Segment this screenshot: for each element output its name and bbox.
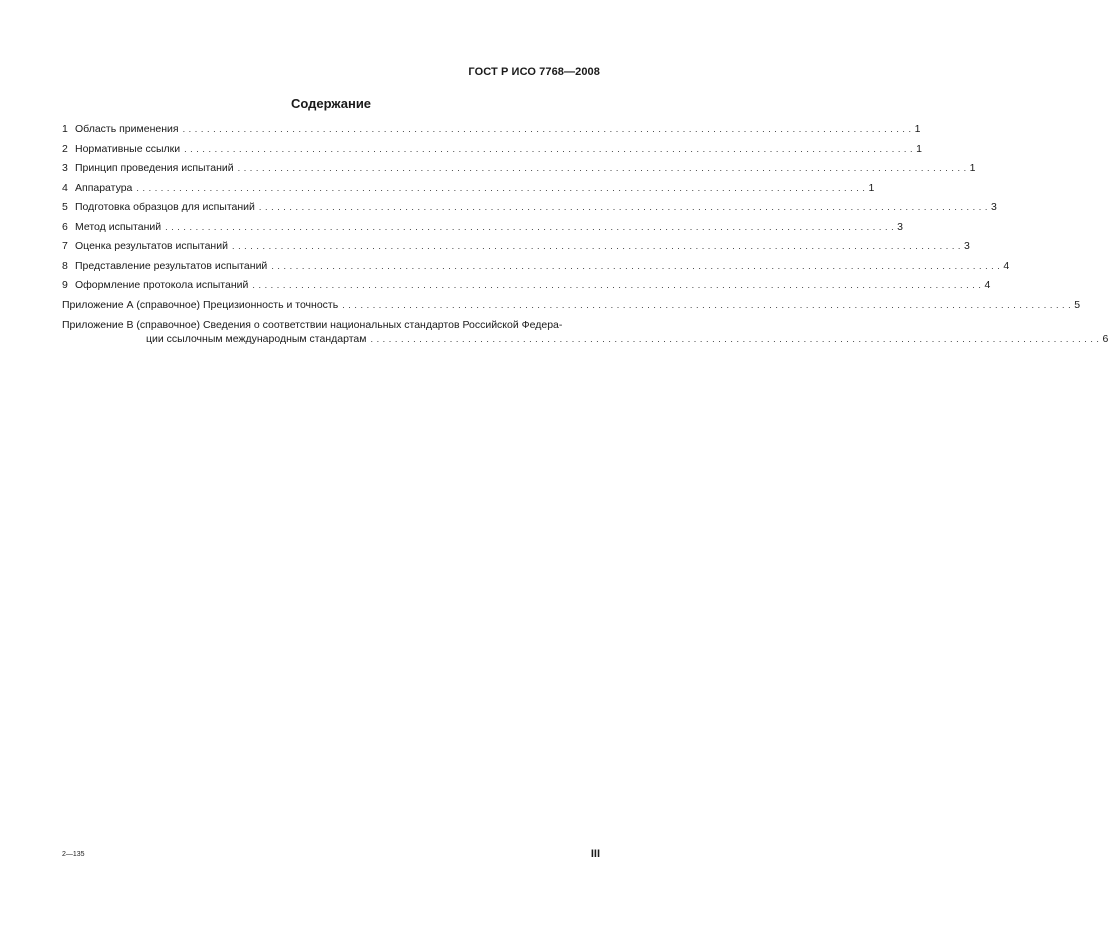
- toc-entry-label: [62, 181, 136, 195]
- toc-entry-title: Аппаратура: [75, 181, 133, 194]
- toc-entry[interactable]: [62, 200, 997, 220]
- toc-entry[interactable]: [62, 278, 991, 298]
- toc-leader-dots: ........................................................................................................................: [136, 182, 869, 193]
- toc-entry-title-line2: ции ссылочным международным стандартам: [146, 333, 367, 345]
- toc-entry-page: 1: [916, 142, 922, 155]
- footer-page-number: III: [590, 848, 600, 860]
- toc-entry-label: [62, 259, 271, 273]
- toc-entry-annex-b[interactable]: [62, 318, 1108, 346]
- toc-entry-title: Принцип проведения испытаний: [75, 162, 234, 174]
- toc-entry-label: [62, 200, 259, 214]
- toc-entry[interactable]: [62, 122, 921, 142]
- toc-entry-title: Представление результатов испытаний: [75, 259, 268, 272]
- toc-entry[interactable]: [62, 220, 904, 240]
- toc-entry-page: 1: [914, 123, 921, 135]
- toc-entry-page: 6: [1102, 333, 1108, 345]
- toc-leader-dots: ........................................................................................................................: [182, 124, 915, 134]
- toc-entry-label: [62, 278, 252, 292]
- toc-leader-dots: ........................................................................................................................: [184, 143, 917, 154]
- toc-leader-dots: ........................................................................................................................: [237, 163, 970, 173]
- toc-entry[interactable]: [62, 161, 976, 181]
- toc-entry-number: 9: [62, 279, 68, 291]
- toc-entry-number: 7: [62, 240, 68, 252]
- toc-entry-annex-a[interactable]: [62, 298, 1081, 318]
- toc-entry-page: 3: [964, 240, 970, 252]
- toc-entry-number: 5: [62, 201, 68, 213]
- toc-entry-title: Оценка результатов испытаний: [75, 240, 228, 252]
- toc-entry-label: [62, 239, 232, 253]
- toc-entry-number: 2: [62, 142, 68, 155]
- toc-entries: [62, 122, 1010, 298]
- toc-leader-dots: ........................................................................................................................: [231, 241, 965, 251]
- toc-entry-title-line1: Приложение В (справочное) Сведения о соответствии национальных стандартов Российской Федера-: [62, 319, 563, 331]
- toc-entry-page: 1: [969, 162, 976, 174]
- toc-entry-label: [62, 161, 238, 175]
- toc-entry-title: Нормативные ссылки: [75, 142, 181, 155]
- toc-entry-page: 1: [868, 181, 875, 194]
- footer-sheet-number: 2—135: [62, 851, 85, 858]
- toc-entry-number: 4: [62, 181, 68, 194]
- toc-leader-dots: ........................................................................................................................: [165, 221, 898, 232]
- toc-leader-dots: ........................................................................................................................: [252, 280, 985, 290]
- toc-entry-page: 4: [984, 279, 991, 291]
- document-code: ГОСТ Р ИСО 7768—2008: [468, 66, 600, 78]
- toc-entry-page: 3: [897, 220, 904, 233]
- toc-entry[interactable]: [62, 142, 922, 162]
- toc-leader-dots: ........................................................................................................................: [370, 334, 1103, 344]
- toc-entry-label: [62, 142, 184, 156]
- toc-entry[interactable]: [62, 259, 1010, 279]
- toc-leader-dots: ........................................................................................................................: [258, 202, 991, 212]
- toc-entry-number: 8: [62, 259, 68, 272]
- toc-entry-number: 6: [62, 220, 68, 233]
- toc-leader-dots: ........................................................................................................................: [342, 299, 1075, 310]
- toc-entry-page: 5: [1074, 298, 1081, 311]
- toc-entry-page: 4: [1003, 259, 1010, 272]
- toc-title: Содержание: [290, 96, 372, 111]
- toc-leader-dots: ........................................................................................................................: [271, 260, 1004, 271]
- toc-entry-label: [62, 220, 165, 234]
- toc-entry-label: [62, 122, 183, 136]
- toc-entry-title: Область применения: [75, 123, 179, 135]
- toc-entry[interactable]: [62, 181, 875, 201]
- table-of-contents: [62, 122, 1108, 346]
- toc-entry-title: Оформление протокола испытаний: [75, 279, 249, 291]
- toc-entry-number: 3: [62, 162, 68, 174]
- toc-entry-number: 1: [62, 123, 68, 135]
- toc-entry-page: 3: [990, 201, 997, 213]
- toc-entry-title: Метод испытаний: [75, 220, 162, 233]
- toc-entry-title: Приложение А (справочное) Прецизионность и точность: [62, 298, 339, 311]
- toc-entry-title-line2-row: [62, 332, 1108, 346]
- toc-entry[interactable]: [62, 239, 970, 259]
- toc-entry-title: Подготовка образцов для испытаний: [75, 201, 255, 213]
